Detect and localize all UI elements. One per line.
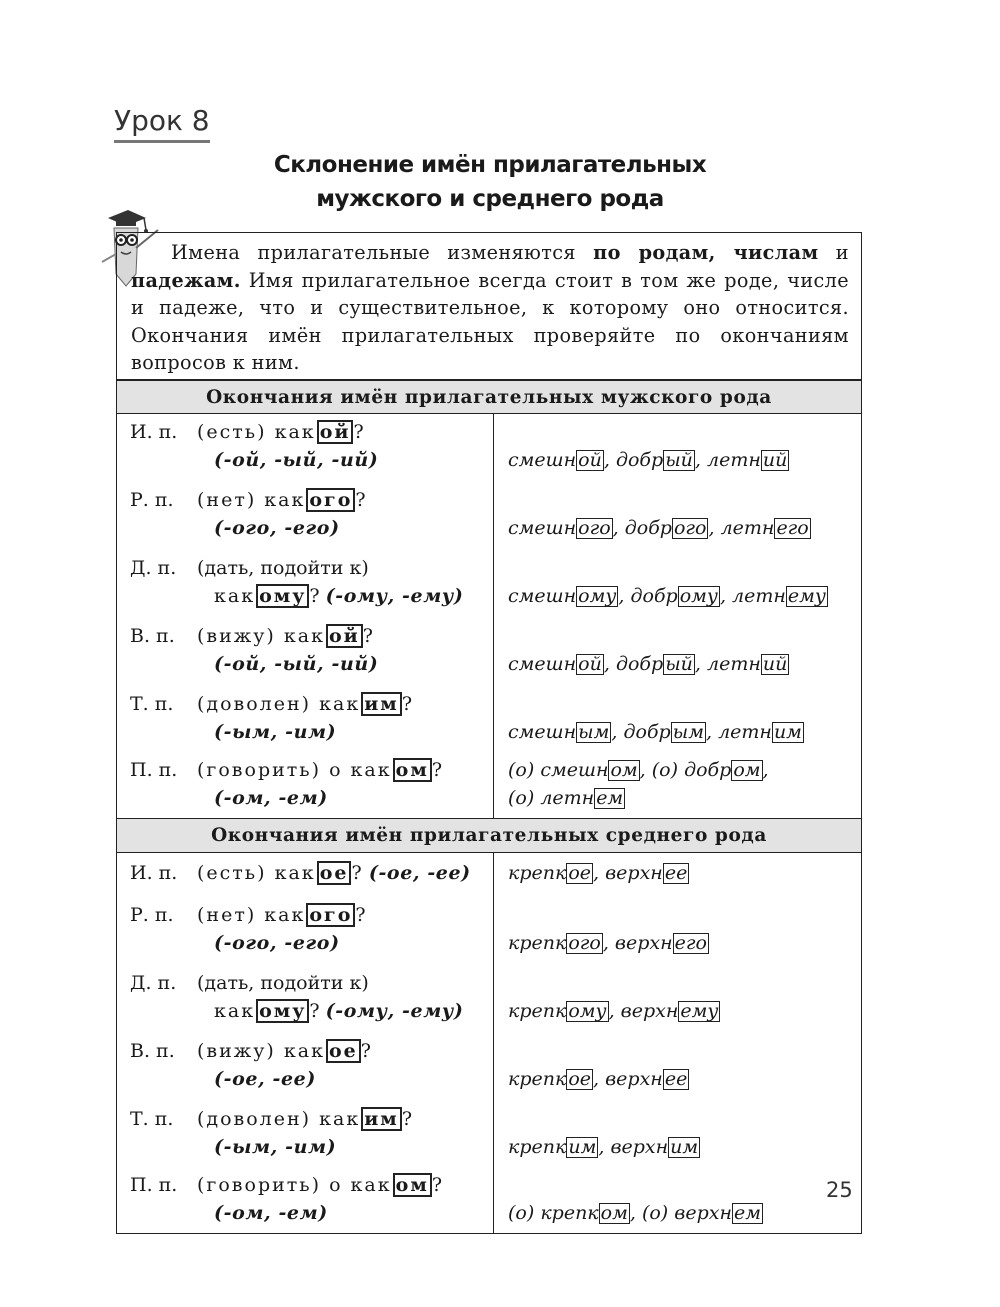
masculine-question-cell (117, 754, 493, 818)
question-text: (нет) как (197, 904, 306, 926)
lesson-label: Урок 8 (114, 104, 210, 143)
masculine-question-cell (117, 618, 493, 686)
word-ending-box: ом (610, 759, 638, 781)
word-stem: добр (684, 759, 732, 781)
ending-box: ом (393, 758, 432, 782)
word-stem: крепк (508, 1068, 567, 1090)
word-ending-box: его (674, 932, 707, 954)
endings-list: (-ое, -ее) (214, 1068, 316, 1090)
question-mark: ? (309, 1000, 326, 1022)
title-line-2: мужского и среднего рода (316, 186, 664, 212)
neuter-grid (116, 853, 862, 1234)
word-stem: добр (615, 653, 664, 675)
question-mark: ? (355, 489, 366, 511)
intro-text-1: Имена прилагательные изменяются (171, 241, 594, 264)
word-ending-box: им (568, 1136, 597, 1158)
word-stem: летн (732, 585, 786, 607)
word-stem: летн (720, 517, 775, 539)
word-ending-box: ой (578, 653, 602, 675)
example-word (508, 932, 603, 954)
separator: , (603, 653, 616, 675)
neuter-example-spacer (508, 901, 861, 929)
masculine-grid (116, 414, 862, 819)
neuter-example-cell (494, 1101, 861, 1169)
separator: , (598, 1136, 611, 1158)
masculine-example-line (508, 784, 861, 812)
word-ending-box: ое (568, 862, 592, 884)
word-ending-box: ому (578, 585, 617, 607)
separator: , (603, 449, 616, 471)
word-ending-box: ему (787, 585, 826, 607)
neuter-question-cell (117, 897, 493, 965)
endings-list: (-ом, -ем) (214, 1202, 328, 1224)
neuter-question-line (130, 969, 493, 997)
neuter-example-cell (494, 1033, 861, 1101)
word-stem: летн (718, 721, 772, 743)
masculine-example-cell (494, 550, 861, 618)
example-word (508, 653, 604, 675)
separator: , (608, 1000, 621, 1022)
neuter-question-line (130, 1171, 493, 1199)
neuter-example-line (508, 859, 861, 887)
word-ending-box: ему (680, 1000, 719, 1022)
question-text: (есть) как (197, 862, 316, 884)
word-ending-box: ым (578, 721, 610, 743)
neuter-example-spacer (508, 1037, 861, 1065)
example-word (616, 653, 695, 675)
separator: , (694, 449, 707, 471)
neuter-header: Окончания имён прилагательных среднего рода (116, 819, 862, 853)
example-word (707, 449, 789, 471)
masculine-endings-line (130, 718, 493, 746)
word-stem: смешн (508, 449, 577, 471)
neuter-question-line (130, 1037, 493, 1065)
word-stem: верхн (614, 932, 673, 954)
word-stem: крепк (508, 1136, 567, 1158)
question-text: (дать, подойти к) (197, 972, 369, 994)
question-mark: ? (431, 759, 443, 781)
preposition: (о) (651, 759, 685, 781)
masculine-example-spacer (508, 486, 861, 514)
masculine-endings-line (130, 514, 493, 542)
separator: , (762, 759, 769, 781)
case-label: Р. п. (130, 904, 174, 926)
masculine-example-cell (494, 414, 861, 482)
word-ending-box: им (773, 721, 802, 743)
example-word (508, 1136, 598, 1158)
ending-box: ой (317, 420, 354, 444)
masculine-example-line (508, 650, 861, 678)
neuter-question-line (130, 997, 493, 1025)
case-label: И. п. (130, 862, 178, 884)
example-word (540, 1202, 630, 1224)
example-word (508, 1000, 609, 1022)
intro-bold-1: по родам, числам (593, 241, 819, 264)
word-stem: верхн (674, 1202, 732, 1224)
word-ending-box: ый (665, 449, 693, 471)
neuter-endings-line (130, 1065, 493, 1093)
separator: , (719, 585, 733, 607)
question-mark: ? (360, 1040, 371, 1062)
neuter-question-line (130, 901, 493, 929)
preposition: (о) (508, 787, 541, 809)
neuter-questions (117, 853, 494, 1233)
case-label: Д. п. (130, 557, 177, 579)
separator: , (602, 932, 615, 954)
word-stem: верхн (605, 862, 663, 884)
case-label: И. п. (130, 421, 178, 443)
ending-box: ого (306, 903, 355, 927)
endings-list: (-ой, -ый, -ий) (214, 653, 379, 675)
masculine-example-cell (494, 618, 861, 686)
example-word (707, 653, 789, 675)
separator: , (611, 721, 624, 743)
example-word (684, 759, 762, 781)
masculine-example-cell (494, 754, 861, 818)
endings-table (116, 380, 862, 1234)
example-word (508, 449, 604, 471)
neuter-question-cell (117, 853, 493, 897)
masculine-example-cell (494, 482, 861, 550)
neuter-endings-line (130, 1199, 493, 1227)
example-word (610, 1136, 700, 1158)
ending-box: ое (326, 1039, 361, 1063)
word-ending-box: им (670, 1136, 699, 1158)
example-word (615, 932, 709, 954)
word-ending-box: ого (568, 932, 601, 954)
neuter-example-spacer (508, 969, 861, 997)
masculine-questions (117, 414, 494, 818)
neuter-question-line (130, 859, 493, 887)
word-ending-box: ому (568, 1000, 607, 1022)
word-ending-box: ий (762, 653, 788, 675)
question-text: (нет) как (197, 489, 306, 511)
masculine-example-line (508, 582, 861, 610)
word-stem: добр (623, 721, 671, 743)
endings-list: (-ым, -им) (214, 721, 337, 743)
masculine-example-spacer (508, 418, 861, 446)
word-ending-box: ой (578, 449, 602, 471)
masculine-question-line (130, 756, 493, 784)
word-stem: смешн (508, 653, 577, 675)
masculine-question-line (130, 554, 493, 582)
question-mark: ? (351, 862, 362, 884)
title-line-1: Склонение имён прилагательных (273, 152, 707, 178)
word-stem: верхн (605, 1068, 663, 1090)
question-text: (доволен) как (197, 1108, 361, 1130)
separator: , (593, 862, 606, 884)
masculine-question-line (130, 418, 493, 446)
endings-list: (-ой, -ый, -ий) (214, 449, 379, 471)
separator: , (593, 1068, 606, 1090)
word-stem: крепк (508, 862, 567, 884)
masculine-question-line (130, 582, 493, 610)
endings-list: (-ому, -ему) (325, 585, 464, 607)
word-stem: смешн (508, 585, 577, 607)
word-ending-box: ом (600, 1202, 628, 1224)
example-word (718, 721, 804, 743)
case-label: П. п. (130, 759, 178, 781)
endings-list: (-ого, -его) (214, 517, 340, 539)
question-mark: ? (362, 625, 373, 647)
ending-box: им (361, 1107, 402, 1131)
ending-box: ому (256, 999, 309, 1023)
neuter-example-cell (494, 965, 861, 1033)
masculine-example-line (508, 514, 861, 542)
endings-list: (-ом, -ем) (214, 787, 328, 809)
masculine-example-cell (494, 686, 861, 754)
example-word (630, 585, 719, 607)
question-word: как (214, 1000, 256, 1022)
example-word (674, 1202, 763, 1224)
intro-paragraph (116, 232, 862, 380)
example-word (508, 721, 611, 743)
word-stem: крепк (540, 1202, 599, 1224)
neuter-question-line (130, 1105, 493, 1133)
word-ending-box: ий (762, 449, 788, 471)
word-ending-box: ем (733, 1202, 761, 1224)
word-stem: крепк (508, 932, 567, 954)
word-ending-box: ого (578, 517, 611, 539)
masculine-question-cell (117, 414, 493, 482)
masculine-header: Окончания имён прилагательных мужского рода (116, 380, 862, 414)
question-mark: ? (401, 693, 412, 715)
preposition: (о) (641, 1202, 675, 1224)
question-mark: ? (401, 1108, 412, 1130)
word-ending-box: ого (673, 517, 707, 539)
case-label: П. п. (130, 1174, 178, 1196)
ending-box: ого (306, 488, 355, 512)
word-stem: летн (707, 449, 761, 471)
example-word (605, 862, 689, 884)
separator: , (618, 585, 631, 607)
endings-list: (-ому, -ему) (325, 1000, 464, 1022)
question-mark: ? (309, 585, 326, 607)
intro-bold-2: падежам. (131, 268, 241, 292)
example-word (508, 585, 618, 607)
neuter-example-line (508, 997, 861, 1025)
separator: , (694, 653, 707, 675)
case-label: Д. п. (130, 972, 177, 994)
separator: , (708, 517, 721, 539)
masculine-question-line (130, 622, 493, 650)
endings-list: (-ое, -ее) (361, 862, 471, 884)
word-stem: добр (624, 517, 672, 539)
word-stem: крепк (508, 1000, 567, 1022)
word-stem: смешн (508, 517, 577, 539)
question-text: (вижу) как (197, 625, 325, 647)
case-label: Т. п. (130, 1108, 174, 1130)
endings-list: (-ого, -его) (214, 932, 340, 954)
question-text: (доволен) как (197, 693, 361, 715)
neuter-question-cell (117, 1033, 493, 1101)
neuter-example-line (508, 1065, 861, 1093)
ending-box: ом (393, 1173, 432, 1197)
endings-list: (-ым, -им) (214, 1136, 337, 1158)
separator: , (639, 759, 652, 781)
neuter-example-line (508, 1199, 861, 1227)
word-ending-box: ее (664, 1068, 688, 1090)
word-ending-box: ым (672, 721, 704, 743)
word-ending-box: ый (665, 653, 693, 675)
masculine-question-cell (117, 482, 493, 550)
question-text: (говорить) о как (197, 1174, 392, 1196)
word-stem: добр (615, 449, 664, 471)
case-label: Р. п. (130, 489, 174, 511)
example-word (508, 1068, 593, 1090)
masculine-endings-line (130, 446, 493, 474)
example-word (605, 1068, 689, 1090)
neuter-example-spacer (508, 1105, 861, 1133)
example-word (623, 721, 705, 743)
masculine-question-line (130, 690, 493, 718)
word-stem: добр (630, 585, 678, 607)
case-label: В. п. (130, 625, 175, 647)
word-stem: верхн (620, 1000, 679, 1022)
intro-text-3: Имя прилагательное всегда стоит в том же роде, числе и падеже, что и существительное, к которому оно относится. Окончания имён прилагательных проверяйте по окончаниям вопросов к ним. (131, 268, 849, 374)
word-ending-box: ое (568, 1068, 592, 1090)
masculine-question-cell (117, 686, 493, 754)
neuter-question-cell (117, 965, 493, 1033)
word-ending-box: ому (679, 585, 718, 607)
masculine-endings-line (130, 784, 493, 812)
masculine-question-cell (117, 550, 493, 618)
separator: , (705, 721, 719, 743)
separator: , (612, 517, 625, 539)
question-mark: ? (431, 1174, 443, 1196)
neuter-example-line (508, 1133, 861, 1161)
neuter-example-cell (494, 897, 861, 965)
example-word (508, 517, 613, 539)
separator: , (629, 1202, 642, 1224)
example-word (508, 862, 593, 884)
neuter-example-spacer (508, 1171, 861, 1199)
preposition: (о) (508, 1202, 541, 1224)
example-word (625, 517, 709, 539)
neuter-example-line (508, 929, 861, 957)
example-word (540, 759, 639, 781)
masculine-examples (494, 414, 861, 818)
neuter-example-cell (494, 1169, 861, 1233)
word-stem: верхн (610, 1136, 669, 1158)
word-ending-box: его (776, 517, 809, 539)
neuter-question-cell (117, 1101, 493, 1169)
example-word (621, 1000, 721, 1022)
word-stem: летн (540, 787, 595, 809)
neuter-example-cell (494, 853, 861, 897)
example-word (616, 449, 695, 471)
word-ending-box: ем (596, 787, 624, 809)
question-word: как (214, 585, 256, 607)
masculine-example-spacer (508, 690, 861, 718)
question-text: (говорить) о как (197, 759, 392, 781)
masculine-example-line (508, 756, 861, 784)
page-number: 25 (826, 1178, 853, 1202)
neuter-endings-line (130, 929, 493, 957)
word-stem: смешн (508, 721, 577, 743)
case-label: Т. п. (130, 693, 174, 715)
question-text: (есть) как (197, 421, 316, 443)
example-word (732, 585, 828, 607)
word-ending-box: ом (733, 759, 761, 781)
masculine-question-line (130, 486, 493, 514)
question-mark: ? (355, 904, 366, 926)
word-ending-box: ее (664, 862, 688, 884)
ending-box: ому (256, 584, 309, 608)
masculine-example-line (508, 718, 861, 746)
masculine-example-line (508, 446, 861, 474)
ending-box: им (361, 692, 402, 716)
neuter-examples (494, 853, 861, 1233)
neuter-question-cell (117, 1169, 493, 1233)
masculine-endings-line (130, 650, 493, 678)
masculine-example-spacer (508, 554, 861, 582)
word-stem: летн (707, 653, 761, 675)
example-word (721, 517, 811, 539)
neuter-endings-line (130, 1133, 493, 1161)
question-mark: ? (353, 421, 364, 443)
intro-text-2: и (835, 241, 849, 264)
page-title (190, 148, 790, 216)
masculine-example-spacer (508, 622, 861, 650)
case-label: В. п. (130, 1040, 175, 1062)
example-word (540, 787, 625, 809)
word-stem: смешн (540, 759, 609, 781)
question-text: (вижу) как (197, 1040, 325, 1062)
preposition: (о) (508, 759, 541, 781)
question-text: (дать, подойти к) (197, 557, 369, 579)
ending-box: ое (317, 861, 352, 885)
ending-box: ой (326, 624, 363, 648)
